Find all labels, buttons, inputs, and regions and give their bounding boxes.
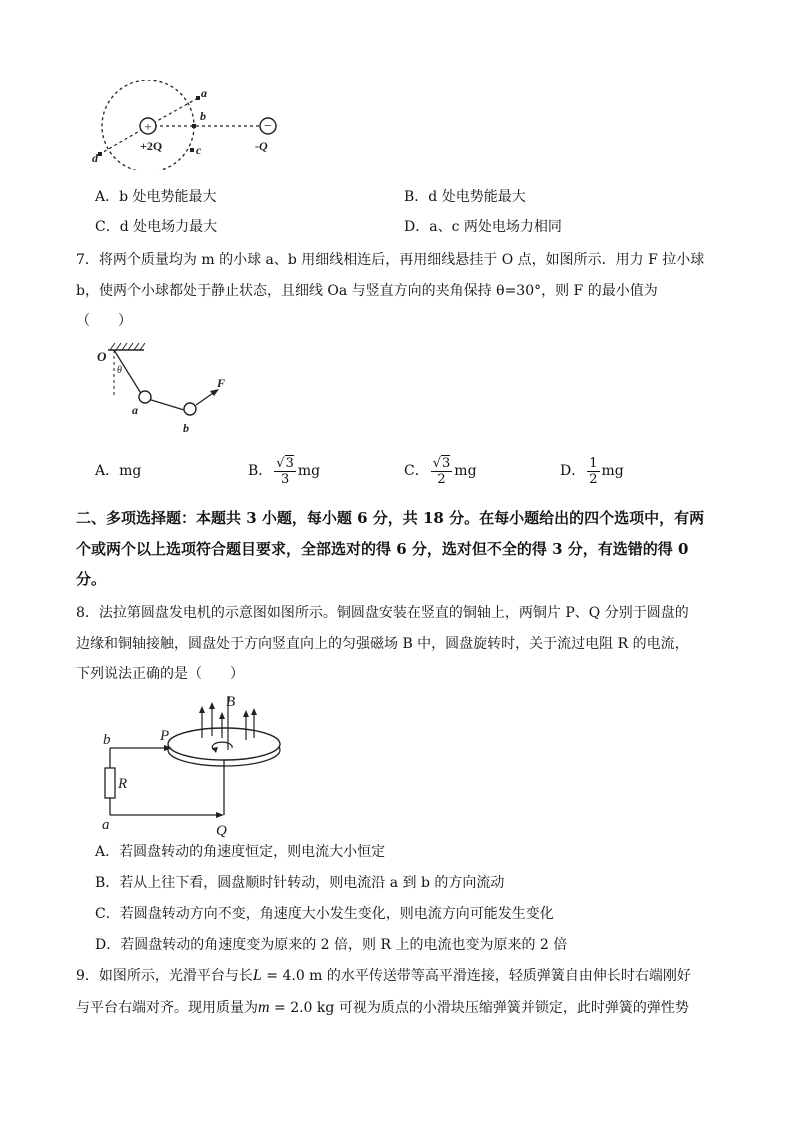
q7-option-a: A．mg (95, 463, 142, 479)
label-F: F (217, 376, 226, 390)
q6-option-a: A．b 处电势能最大 (95, 189, 217, 205)
q6-option-c: C．d 处电场力最大 (95, 219, 218, 235)
label-b: b (200, 109, 206, 123)
q8-stem-line1: 8．法拉第圆盘发电机的示意图如图所示。铜圆盘安装在竖直的铜轴上，两铜片 P、Q 分别于圆盘的 (76, 605, 689, 621)
q8-option-a: A．若圆盘转动的角速度恒定，则电流大小恒定 (95, 844, 386, 860)
q7-option-b: B． $\frac{√3}{3}$ mg (248, 455, 321, 487)
q7-option-d: D． $\frac{1}{2}$ mg (560, 455, 624, 487)
fig7-pendulum-diagram (92, 340, 242, 435)
svg-text:+: + (144, 119, 152, 134)
ball-b-icon (184, 403, 196, 415)
section2-line2: 个或两个以上选项符合题目要求，全部选对的得 6 分，选对但不全的得 3 分，有选错的得 0 (76, 540, 689, 558)
label-a: a (102, 817, 110, 833)
label-neg-charge: -Q (255, 139, 268, 153)
label-theta: θ (117, 365, 122, 376)
q8-stem-line2: 边缘和铜轴接触，圆盘处于方向竖直向上的匀强磁场 B 中，圆盘旋转时，关于流过电阻 R 的电流， (76, 636, 689, 652)
label-R: R (118, 776, 128, 792)
q6-option-b: B．d 处电势能最大 (404, 189, 526, 205)
label-a: a (201, 86, 207, 100)
label-c: c (196, 143, 202, 157)
section2-line3: 分。 (76, 570, 107, 588)
q8-option-c: C．若圆盘转动方向不变，角速度大小发生变化，则电流方向可能发生变化 (95, 906, 554, 922)
q9-stem-line2: 与平台右端对齐。现用质量为m = 2.0 kg 可视为质点的小滑块压缩弹簧并锁定，此时弹簧的弹性势 (76, 999, 689, 1016)
label-pos-charge: +2Q (140, 139, 163, 153)
label-P: P (160, 728, 170, 744)
q7-stem-line3: （ ） (76, 313, 132, 329)
fig8-faraday-disk-diagram (96, 690, 296, 840)
svg-text:−: − (264, 119, 272, 134)
label-B: B (226, 694, 236, 710)
label-b: b (103, 732, 111, 748)
label-Q: Q (216, 823, 227, 839)
label-ball-b: b (183, 421, 189, 435)
q7-stem-line1: 7．将两个质量均为 m 的小球 a、b 用细线相连后，再用细线悬挂于 O 点，如图所示．用力 F 拉小球 (76, 252, 705, 268)
resistor-icon (105, 768, 115, 798)
q8-option-b: B．若从上往下看，圆盘顺时针转动，则电流沿 a 到 b 的方向流动 (95, 875, 505, 891)
label-d: d (92, 151, 98, 165)
section2-line1: 二、多项选择题：本题共 3 小题，每小题 6 分，共 18 分。在每小题给出的四个选项中，有两 (76, 509, 705, 527)
q7-option-c: C． $\frac{√3}{2}$ mg (404, 455, 477, 487)
label-ball-a: a (132, 403, 138, 417)
fig6-charges-diagram (88, 80, 288, 170)
q6-option-d: D．a、c 两处电场力相同 (404, 219, 562, 235)
q8-option-d: D．若圆盘转动的角速度变为原来的 2 倍，则 R 上的电流也变为原来的 2 倍 (95, 937, 568, 953)
string-ab (148, 399, 184, 410)
ball-a-icon (139, 391, 151, 403)
label-O: O (97, 349, 107, 364)
q8-stem-line3: 下列说法正确的是（ ） (76, 666, 244, 682)
q9-stem-line1: 9．如图所示，光滑平台与长L = 4.0 m 的水平传送带等高平滑连接，轻质弹簧自由伸长时右端刚好 (76, 967, 691, 984)
q7-stem-line2: b，使两个小球都处于静止状态，且细线 Oa 与竖直方向的夹角保持 θ=30°，则 F 的最小值为 (76, 283, 658, 299)
disk-top (168, 728, 280, 760)
